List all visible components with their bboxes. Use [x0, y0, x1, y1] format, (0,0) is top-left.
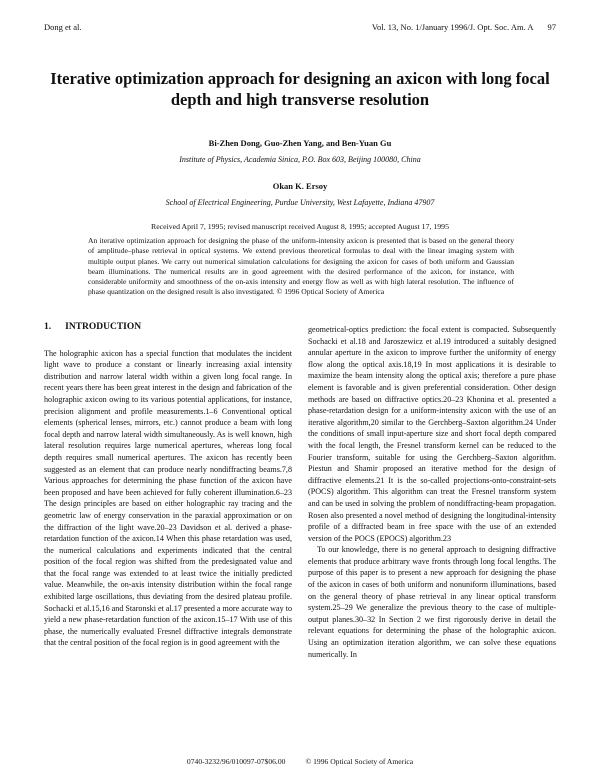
- section-heading: [44, 322, 292, 334]
- running-head-authors: Dong et al.: [44, 22, 82, 32]
- paragraph: To our knowledge, there is no general approach to designing diffractive elements that produce arbitrary wave fronts through long focal lengths. The purpose of this paper is to present a new approach for designing the phase of the axicon in cases of both uniform and nonuniform illuminations, based on the general theory of phase retrieval in any linear optical transform system.25–29 We generalize the previous theory to the case of multiple-output planes.30–32 In Section 2 we first rigorously derive in detail the relevant equations for determining the phase of the holographic axicon. Using an optimization iteration algorithm, we can solve these equations numerically. In: [308, 545, 556, 659]
- page-number: 97: [547, 22, 556, 32]
- paper-title: Iterative optimization approach for designing an axicon with long focal depth and high transverse resolution: [50, 69, 550, 109]
- section-title: INTRODUCTION: [65, 322, 142, 332]
- affiliation-1: Institute of Physics, Academia Sinica, P.O. Box 603, Beijing 100080, China: [179, 155, 421, 164]
- affiliation-2: School of Electrical Engineering, Purdue University, West Lafayette, Indiana 47907: [165, 198, 435, 207]
- author-list: Bi-Zhen Dong, Guo-Zhen Yang, and Ben-Yuan Gu: [208, 138, 392, 148]
- left-column: [44, 322, 292, 649]
- received-dates: Received April 7, 1995; revised manuscript received August 8, 1995; accepted August 17, 1995: [151, 222, 449, 231]
- author-second-group: Okan K. Ersoy: [272, 181, 328, 191]
- paragraph: geometrical-optics prediction: the focal extent is compacted. Subsequently Sochacki et al.18 and Jaroszewicz et al.19 introduced a suitably designed annular aperture in the axicon to improve further the uniformity of energy flow along the optical axis.18,19 In most applications it is desirable to maximize the beam intensity along the optical axis; therefore a pure phase element is favorable and is given preferential consideration. Other design methods are based on diffractive optics.20–23 Khonina et al. presented a phase-retardation design for a uniform-intensity axicon with the use of an iterative algorithm,20 similar to the Gerchberg–Saxton algorithm.24 Under the conditions of small input-aperture size and short focal depth compared with the focal length, the Fresnel transform kernel can be reduced to the Fourier transform, suitable for using the Gerchberg–Saxton algorithm. Piestun and Shamir proposed an iterative method for the design of diffractive elements.21 It is the so-called projections-onto-constraint-sets (POCS) algorithm. This algorithm can treat the Fresnel transform system and can be used in solving the problem of nondiffracting-beam propagation. Rosen also presented a novel method of designing the longitudinal-intensity profile of a diffracted beam in free space with the use of an extended version of the POCS (EPOCS) algorithm.23: [308, 325, 556, 543]
- abstract: An iterative optimization approach for designing the phase of the uniform-intensity axicon is presented that is based on the general theory of amplitude–phase retrieval in optical systems. We extend previous theoretical formulas to deal with the linear imaging system with multiple output planes. We carry out numerical simulation calculations for designing the axicon for cases of both uniform and Gaussian beam illuminations. The numerical results are in good agreement with the desired performance of the axicon, for instance, with considerable uniformity and smoothness of the on-axis intensity and energy flow as well as with high lateral resolution. The influence of phase quantization on the designed result is also investigated. © 1996 Optical Society of America: [88, 236, 514, 297]
- running-head-journal: [372, 22, 556, 32]
- page-footer: [0, 757, 600, 766]
- copyright-notice: © 1996 Optical Society of America: [305, 757, 414, 766]
- right-column: [308, 324, 556, 660]
- paragraph: The holographic axicon has a special function that modulates the incident light wave to produce a constant or linearly increasing axial intensity distribution and narrow lateral width within a given long focal range. In recent years there has been great interest in the design and fabrication of the holographic axicon owing to its various potential applications, for instance, precision alignment and profile measurements.1–6 Conventional optical elements (spherical lenses, mirrors, etc.) cannot produce a beam with long focal depth and narrow lateral width simultaneously. As is well known, high lateral resolution requires large numerical apertures, whereas long focal depth requires small numerical apertures. The axicon has recently been suggested as an element that can produce nearly nondiffracting beams.7,8 Various approaches for determining the phase function of the axicon have been proposed and have been achieved for fully coherent illumination.6–23 The design principles are based on either holographic ray tracing and the geometric law of energy conservation in the paraxial approximation or on the diffraction of the light wave.20–23 Davidson et al. derived a phase-retardation function of the axicon.14 When this phase retardation was used, the numerical calculations and experiments indicated that the central position of the focal region was shifted from the predesignated value and that the focal range was extended to at least twice the initially predicted value. Meanwhile, the on-axis intensity distribution within the focal range exhibited large oscillations, thus deviating from the desired plateau profile. Sochacki et al.15,16 and Staronski et al.17 presented a more accurate way to yield a new phase-retardation function of the axicon.15–17 With use of this phase, the numerically evaluated Fresnel diffractive integrals demonstrate that the central position of the focal region is in good agreement with the: [44, 348, 292, 648]
- journal-citation: Vol. 13, No. 1/January 1996/J. Opt. Soc. Am. A: [371, 22, 534, 32]
- section-number: 1.: [44, 322, 52, 332]
- article-code: 0740-3232/96/010097-07$06.00: [186, 757, 286, 766]
